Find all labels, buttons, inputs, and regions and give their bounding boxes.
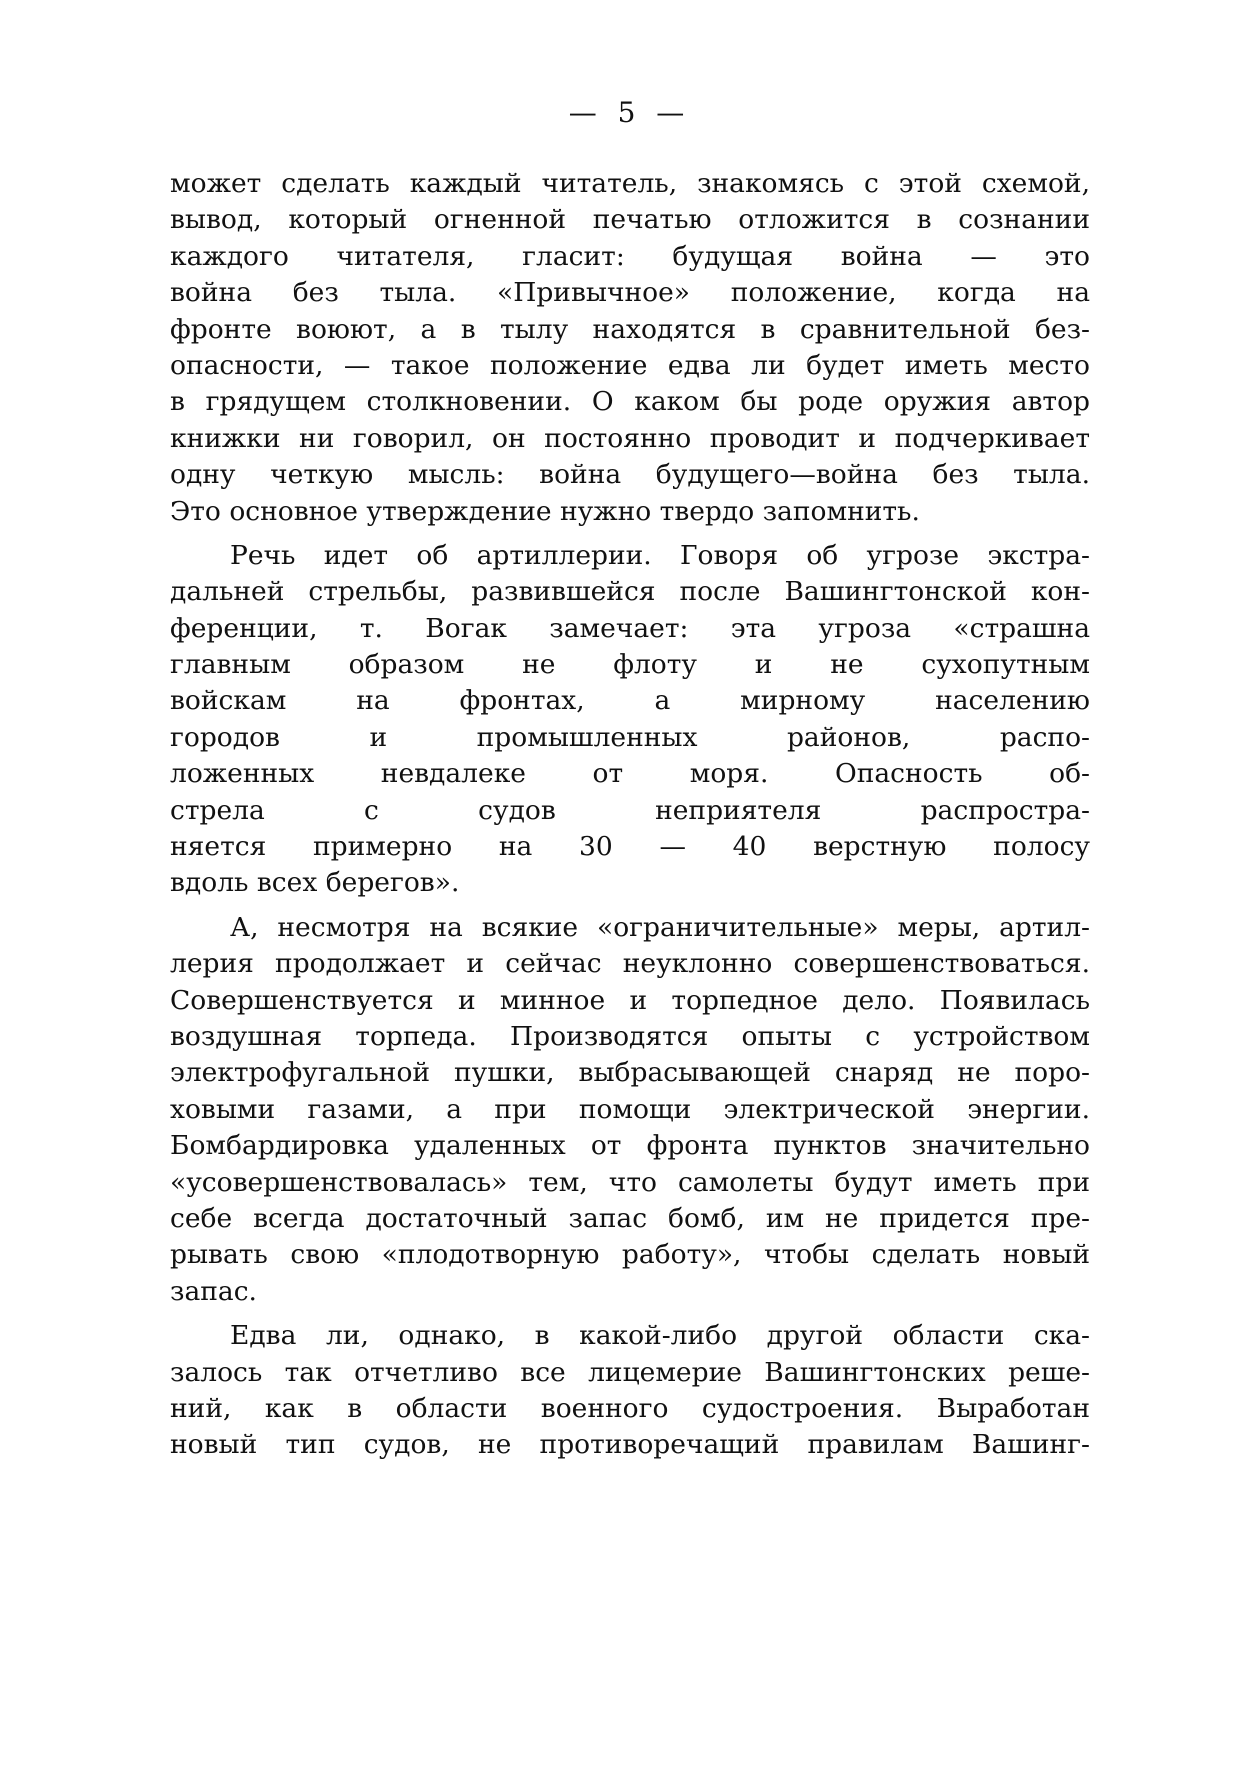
text-line: А, несмотря на всякие «ограничительные» меры, артил-: [230, 911, 1090, 943]
paragraph-4: [170, 1318, 1090, 1464]
text-line: Речь идет об артиллерии. Говоря об угрозе экстра-: [230, 539, 1090, 571]
text-line: в грядущем столкновении. О каком бы роде оружия автор: [170, 386, 1090, 418]
text-line: может сделать каждый читатель, знакомясь с этой схемой,: [170, 168, 1090, 199]
text-line: война без тыла. «Привычное» положение, когда на: [170, 277, 1090, 309]
text-line: новый тип судов, не противоречащий правилам Вашинг-: [170, 1429, 1090, 1461]
text-line: рывать свою «плодотворную работу», чтобы сделать новый: [170, 1239, 1090, 1271]
text-line: книжки ни говорил, он постоянно проводит и подчеркивает: [170, 422, 1090, 454]
paragraph-2: [170, 538, 1090, 902]
text-line: ний, как в области военного судостроения. Выработан: [170, 1392, 1090, 1424]
text-line: «усовершенствовалась» тем, что самолеты будут иметь при: [170, 1166, 1090, 1198]
text-line: ложенных невдалеке от моря. Опасность об-: [170, 758, 1090, 790]
text-line: вывод, который огненной печатью отложится в сознании: [170, 204, 1090, 236]
text-line: электрофугальной пушки, выбрасывающей снаряд не поро-: [170, 1057, 1090, 1089]
text-line: лерия продолжает и сейчас неуклонно совершенствоваться.: [170, 948, 1090, 980]
text-line: запас.: [170, 1275, 257, 1307]
text-line: городов и промышленных районов, распо-: [170, 721, 1090, 753]
text-line: Едва ли, однако, в какой-либо другой области ска-: [230, 1320, 1090, 1352]
page-number: — 5 —: [568, 96, 691, 129]
text-line: каждого читателя, гласит: будущая война — это: [170, 240, 1090, 272]
text-line: главным образом не флоту и не сухопутным: [170, 649, 1090, 681]
text-line: опасности, — такое положение едва ли будет иметь место: [170, 349, 1090, 381]
text-line: фронте воюют, а в тылу находятся в сравнительной без-: [170, 313, 1090, 345]
text-line: воздушная торпеда. Производятся опыты с устройством: [170, 1020, 1090, 1052]
text-line: войскам на фронтах, а мирному населению: [170, 685, 1090, 717]
text-line: Это основное утверждение нужно твердо запомнить.: [170, 495, 920, 527]
text-line: залось так отчетливо все лицемерие Вашингтонских реше-: [170, 1356, 1090, 1388]
text-line: одну четкую мысль: война будущего—война без тыла.: [170, 459, 1090, 491]
paragraph-1: [170, 166, 1090, 530]
text-line: дальней стрельбы, развившейся после Вашингтонской кон-: [170, 576, 1090, 608]
text-line: вдоль всех берегов».: [170, 867, 460, 899]
text-line: себе всегда достаточный запас бомб, им не придется пре-: [170, 1202, 1090, 1234]
text-line: няется примерно на 30 — 40 верстную полосу: [170, 831, 1090, 863]
text-line: Бомбардировка удаленных от фронта пунктов значительно: [170, 1130, 1090, 1162]
paragraph-3: [170, 910, 1090, 1310]
text-line: ференции, т. Вогак замечает: эта угроза «страшна: [170, 612, 1090, 644]
text-line: стрела с судов неприятеля распростра-: [170, 794, 1090, 826]
text-line: Совершенствуется и минное и торпедное дело. Появилась: [170, 984, 1090, 1016]
text-line: ховыми газами, а при помощи электрической энергии.: [170, 1093, 1090, 1125]
body-text: [170, 166, 1090, 1464]
